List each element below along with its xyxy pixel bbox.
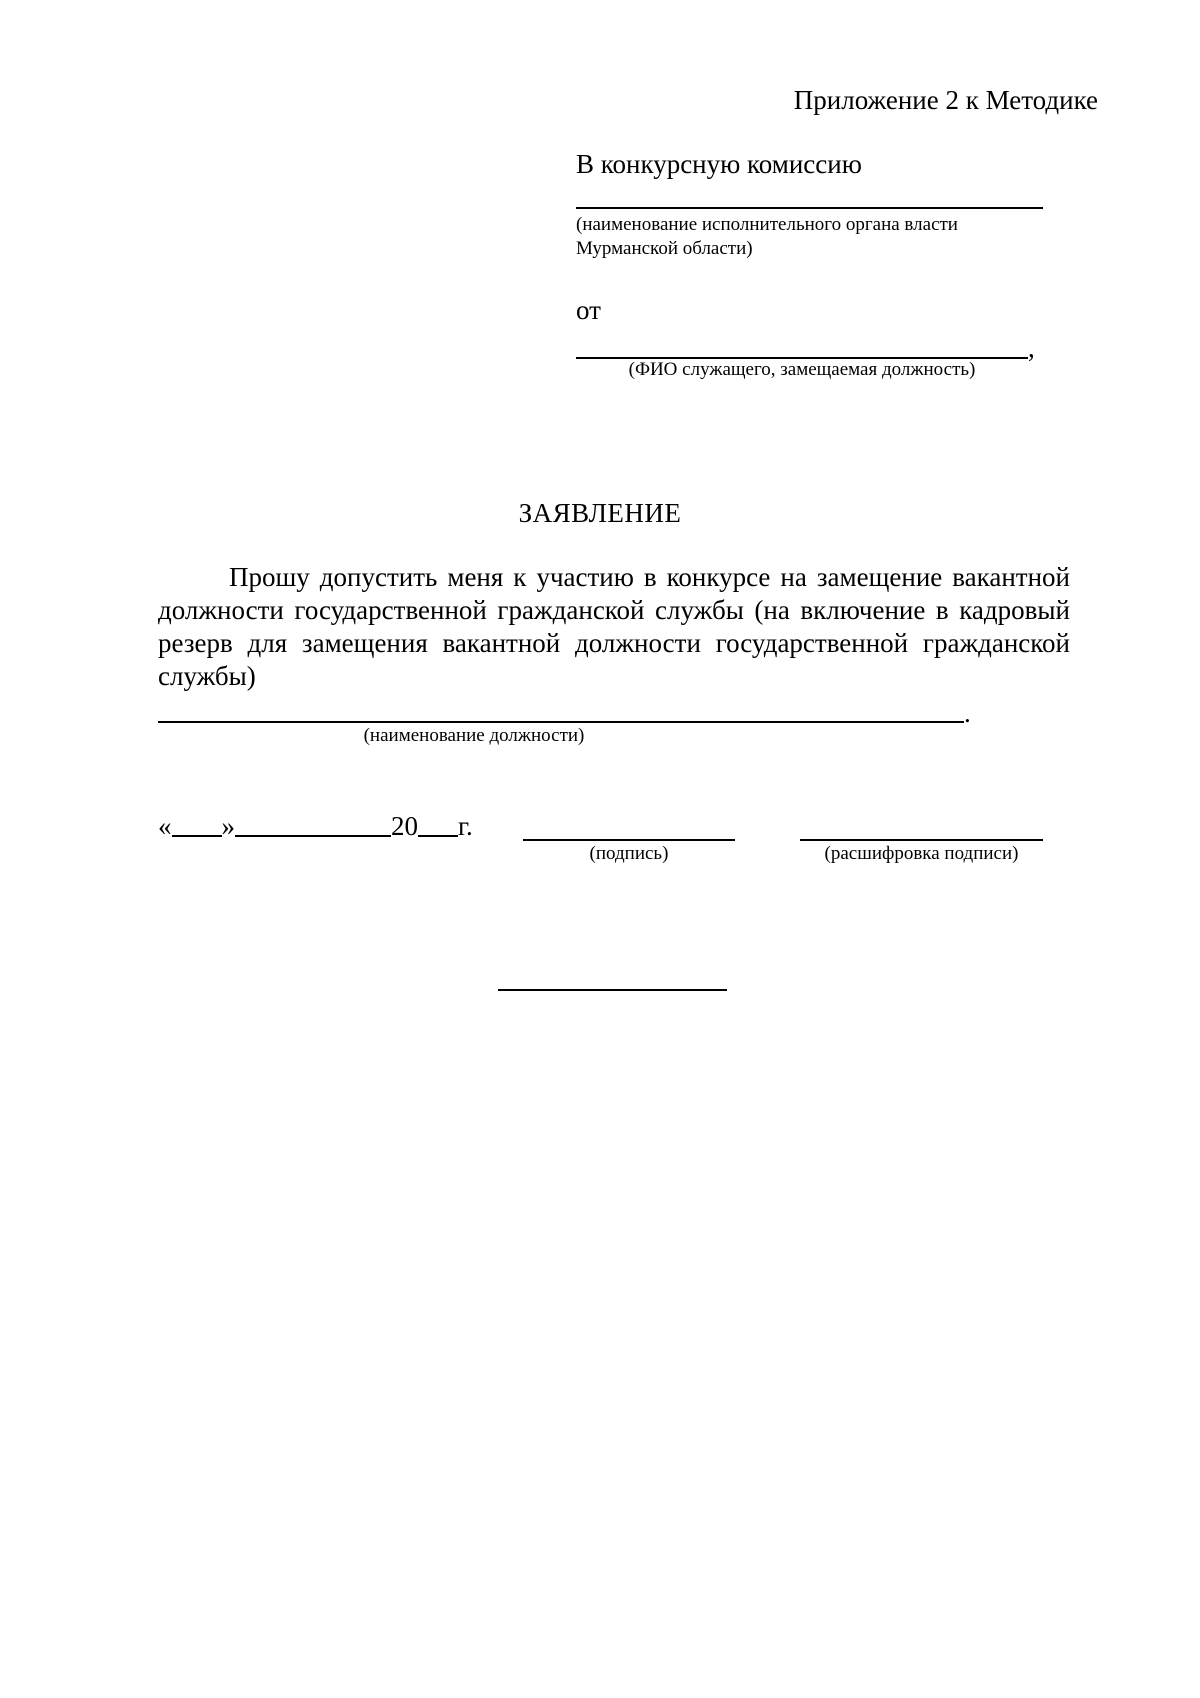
from-label: от xyxy=(576,295,601,325)
signature-blank-line xyxy=(523,839,735,841)
position-blank-line xyxy=(158,721,964,723)
date-close-quote: » xyxy=(221,811,235,841)
organ-name-blank-line xyxy=(576,207,1043,209)
year-blank xyxy=(418,811,458,837)
fio-hint: (ФИО служащего, замещаемая должность) xyxy=(628,359,976,380)
appendix-label: Приложение 2 к Методике xyxy=(793,85,1098,115)
fio-comma: , xyxy=(1028,333,1035,363)
signature-decode-hint: (расшифровка подписи) xyxy=(824,843,1019,864)
document-title: ЗАЯВЛЕНИЕ xyxy=(518,498,682,528)
position-hint: (наименование должности) xyxy=(363,725,585,746)
position-dot: . xyxy=(964,698,971,728)
organ-name-hint: (наименование исполнительного органа власти Мурманской области) xyxy=(576,214,958,259)
addressee-label: В конкурсную комиссию xyxy=(576,149,862,179)
date-field xyxy=(158,810,473,842)
day-blank xyxy=(172,811,222,837)
closing-separator-line xyxy=(498,989,727,991)
month-blank xyxy=(235,811,391,837)
century-label: 20 xyxy=(391,811,418,841)
signature-decode-blank-line xyxy=(800,839,1043,841)
signature-hint: (подпись) xyxy=(589,843,669,864)
date-open-quote: « xyxy=(158,811,172,841)
application-paragraph: Прошу допустить меня к участию в конкурсе на замещение вакантной должности государственной гражданской службы (на включение в кадровый резерв для замещения вакантной должности государственной гражданской службы) xyxy=(158,562,1070,691)
year-suffix: г. xyxy=(458,811,473,841)
